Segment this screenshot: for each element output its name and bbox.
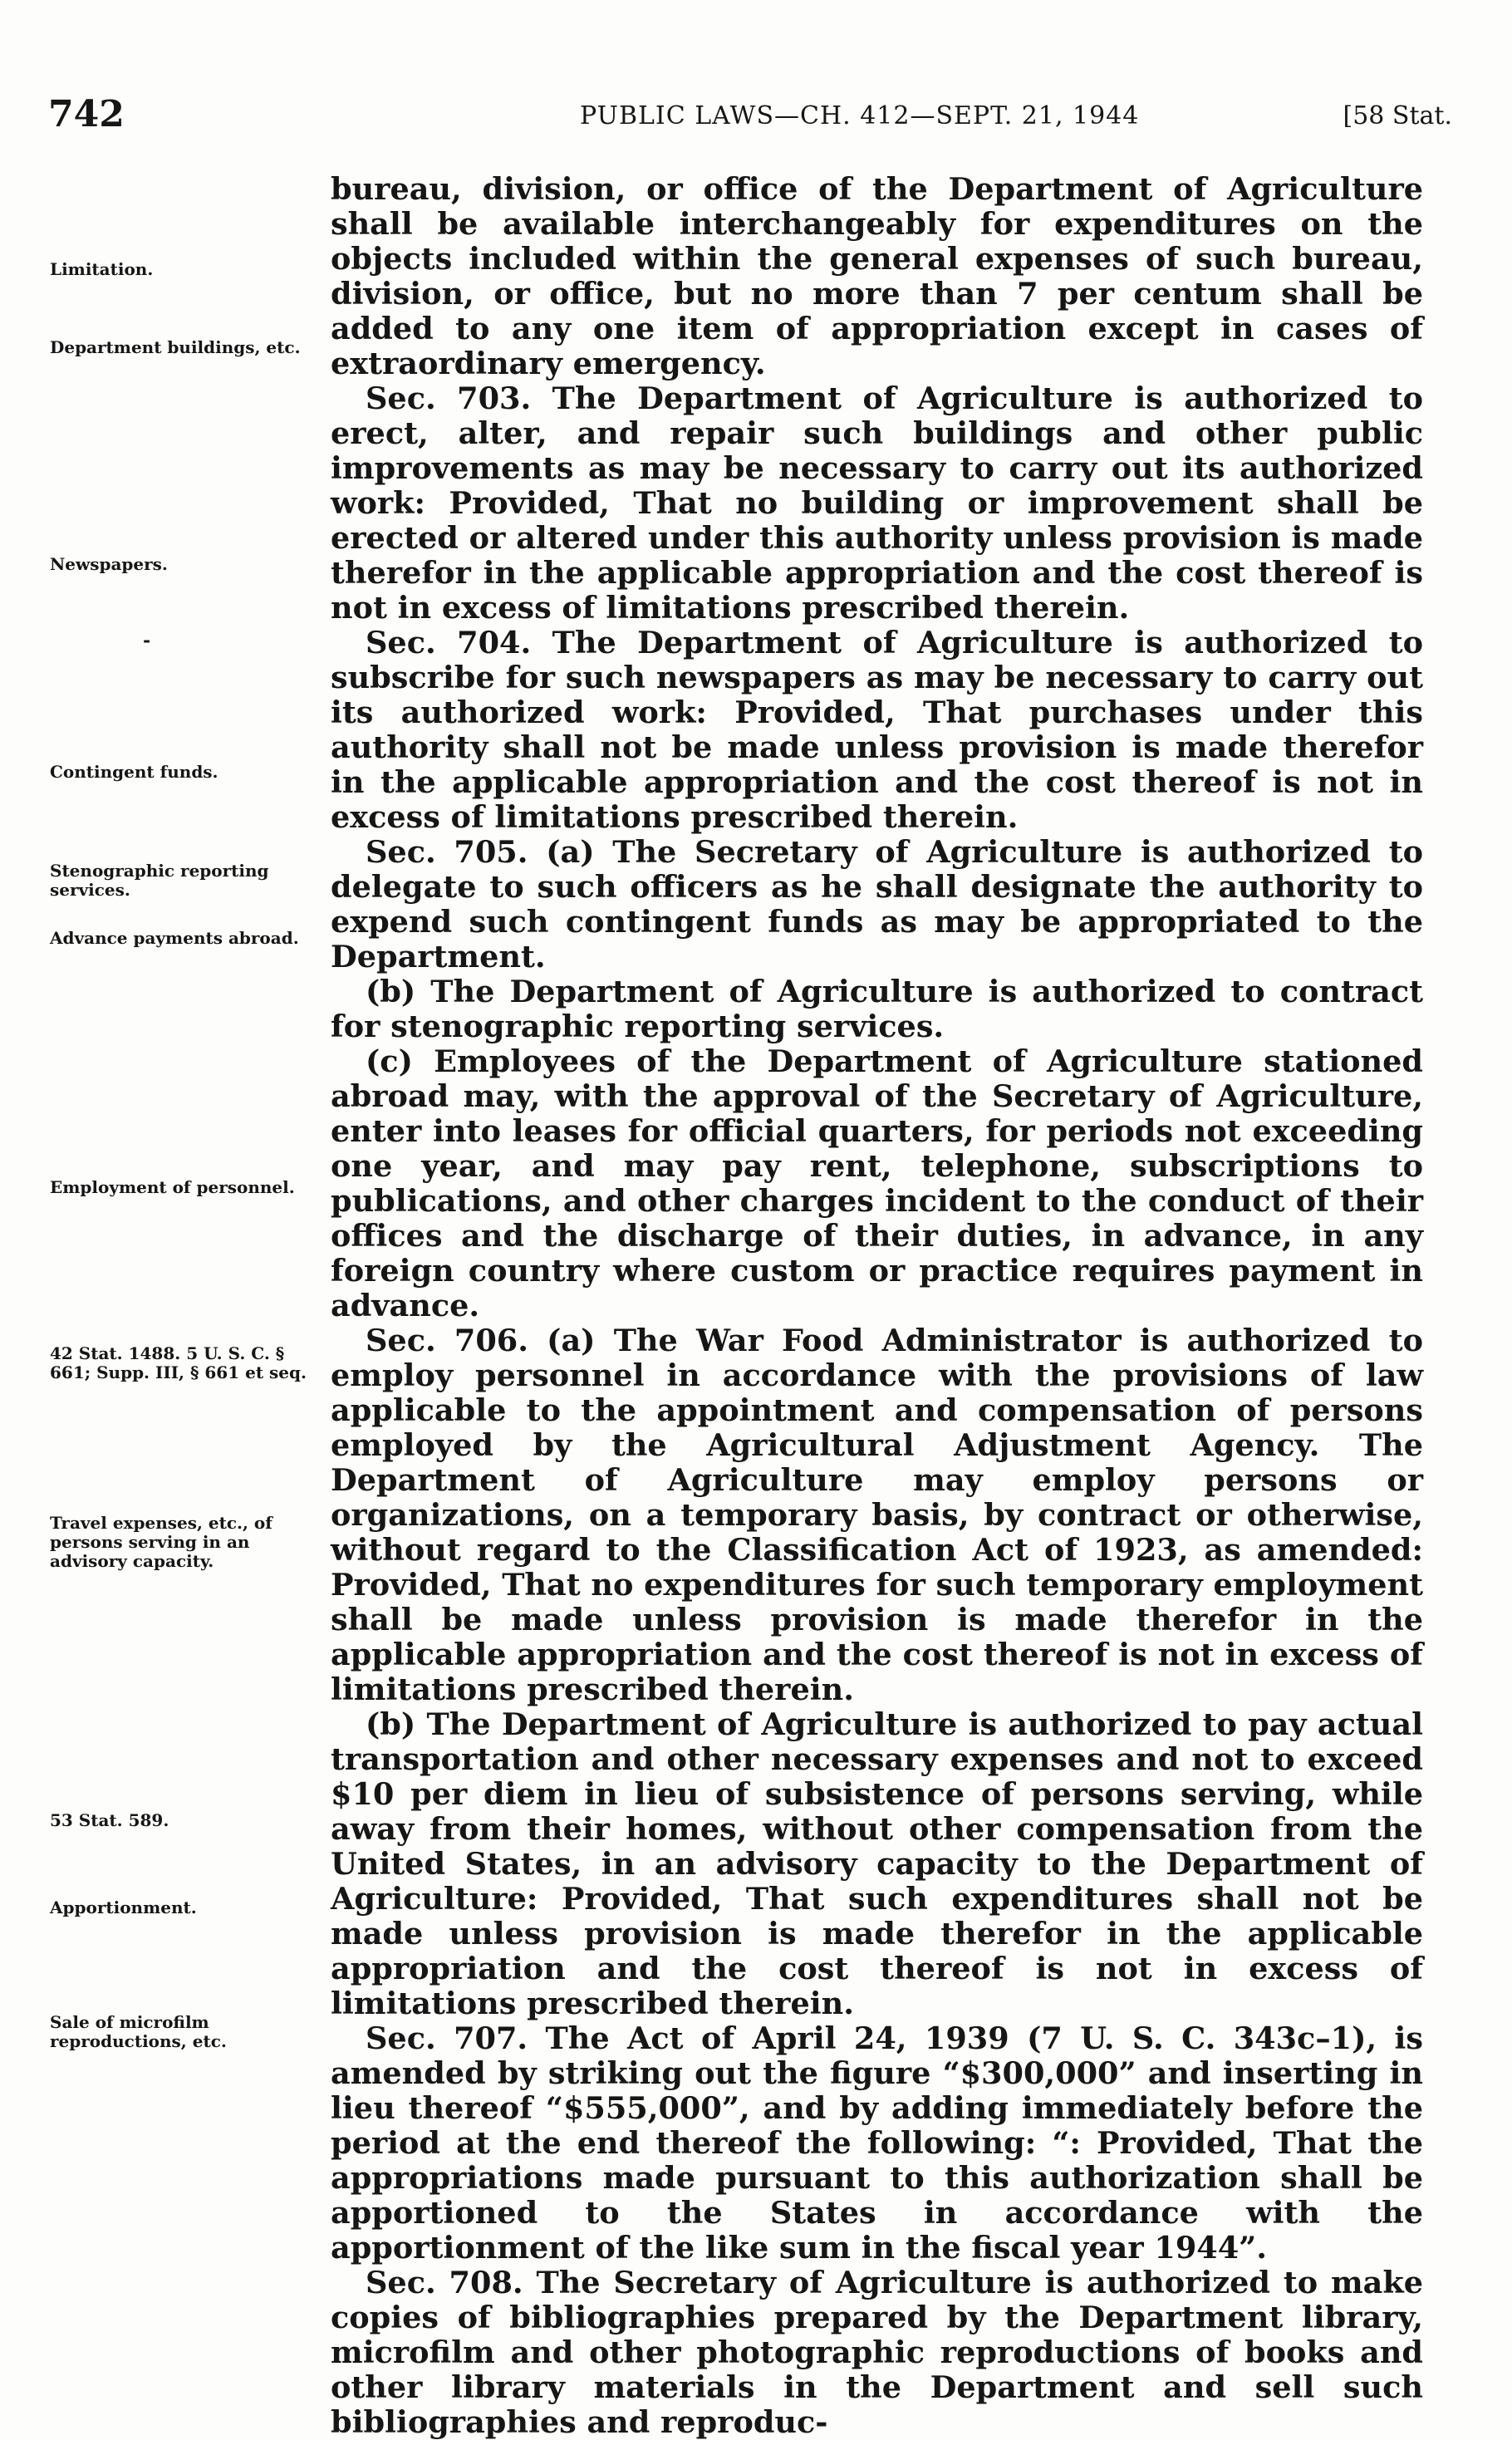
running-head: PUBLIC LAWS—CH. 412—SEPT. 21, 1944 (580, 101, 1140, 130)
paragraph-sec-705-a: Sec. 705. (a) The Secretary of Agriculture is authorized to delegate to such officers as he shall designate the authority to expend such contingent funds as may be appropriated to the Department. (331, 834, 1423, 975)
page-header (48, 93, 1452, 143)
page-number: 742 (48, 93, 125, 135)
paragraph-sec-706-a: Sec. 706. (a) The War Food Administrator is authorized to employ personnel in accordance with the provisions of law applicable to the appointment and compensation of persons employed by the Agricultural Adjustment Agency. The Department of Agriculture may employ persons or organizations, on a temporary basis, by contract or otherwise, without regard to the Classification Act of 1923, as amended: Provided, That no expenditures for such temporary employment shall be made unless provision is made therefor in the applicable appropriation and the cost thereof is not in excess of limitations prescribed therein. (331, 1323, 1424, 1707)
paragraph-sec-704: Sec. 704. The Department of Agriculture is authorized to subscribe for such newspapers as may be necessary to carry out its authorized work: Provided, That purchases under this authority shall not be made unless provision is made therefor in the applicable appropriation and the cost thereof is not in excess of limitations prescribed therein. (331, 625, 1423, 835)
paragraph-sec-705-b: (b) The Department of Agriculture is authorized to contract for stenographic reporting services. (331, 974, 1423, 1044)
body-text (331, 172, 1423, 2440)
margin-note-newspapers: Newspapers. (50, 554, 168, 574)
paragraph-sec-706-b: (b) The Department of Agriculture is authorized to pay actual transportation and other necessary expenses and not to exceed $10 per diem in lieu of subsistence of persons serving, while away from their homes, without other compensation from the United States, in an advisory capacity to the Department of Agriculture: Provided, That such expenditures shall not be made unless provision is made therefor in the applicable appropriation and the cost thereof is not in excess of limitations prescribed therein. (331, 1706, 1423, 2021)
paragraph-sec-707: Sec. 707. The Act of April 24, 1939 (7 U. S. C. 343c–1), is amended by striking out the figure “$300,000” and inserting in lieu thereof “$555,000”, and by adding immediately before the period at the end thereof the following: “: Provided, That the appropriations made pursuant to this authorization shall be apportioned to the States in accordance with the apportionment of the like sum in the fiscal year 1944”. (331, 2020, 1423, 2266)
margin-dash-mark: - (143, 630, 151, 651)
margin-note-employment-of-personnel: Employment of personnel. (50, 1177, 295, 1197)
paragraph-continuation: bureau, division, or office of the Department of Agriculture shall be available interchangeably for expenditures on the objects included within the general expenses of such bureau, division, or office, but no more than 7 per centum shall be added to any one item of appropriation except in cases of extraordinary emergency. (331, 171, 1423, 381)
paragraph-sec-708: Sec. 708. The Secretary of Agriculture is authorized to make copies of bibliographies prepared by the Department library, microfilm and other photographic reproductions of books and other library materials in the Department and sell such bibliographies and reproduc- (331, 2265, 1423, 2440)
paragraph-sec-705-c: (c) Employees of the Department of Agriculture stationed abroad may, with the approval of the Secretary of Agriculture, enter into leases for official quarters, for periods not exceeding one year, and may pay rent, telephone, subscriptions to publications, and other charges incident to the conduct of their offices and the discharge of their duties, in advance, in any foreign country where custom or practice requires payment in advance. (331, 1043, 1423, 1323)
margin-note-advance-payments: Advance payments abroad. (50, 928, 299, 948)
margin-note-contingent-funds: Contingent funds. (50, 762, 218, 782)
margin-note-stenographic-reporting: Stenographic reporting services. (50, 861, 269, 900)
statute-reference: [58 Stat. (1343, 101, 1452, 130)
margin-note-sale-of-microfilm: Sale of microfilm reproductions, etc. (50, 2012, 227, 2051)
paragraph-sec-703: Sec. 703. The Department of Agriculture is authorized to erect, alter, and repair such buildings and other public improvements as may be necessary to carry out its authorized work: Provided, That no building or improvement shall be erected or altered under this authority unless provision is made therefor in the applicable appropriation and the cost thereof is not in excess of limitations prescribed therein. (331, 380, 1423, 626)
margin-note-limitation: Limitation. (50, 259, 154, 279)
margin-note-53-stat: 53 Stat. 589. (50, 1810, 169, 1830)
margin-note-travel-expenses: Travel expenses, etc., of persons serving in an advisory capacity. (50, 1513, 272, 1571)
margin-note-apportionment: Apportionment. (50, 1898, 197, 1917)
margin-note-statute-citations: 42 Stat. 1488. 5 U. S. C. § 661; Supp. III, § 661 et seq. (50, 1343, 307, 1382)
margin-note-department-buildings: Department buildings, etc. (50, 337, 301, 357)
